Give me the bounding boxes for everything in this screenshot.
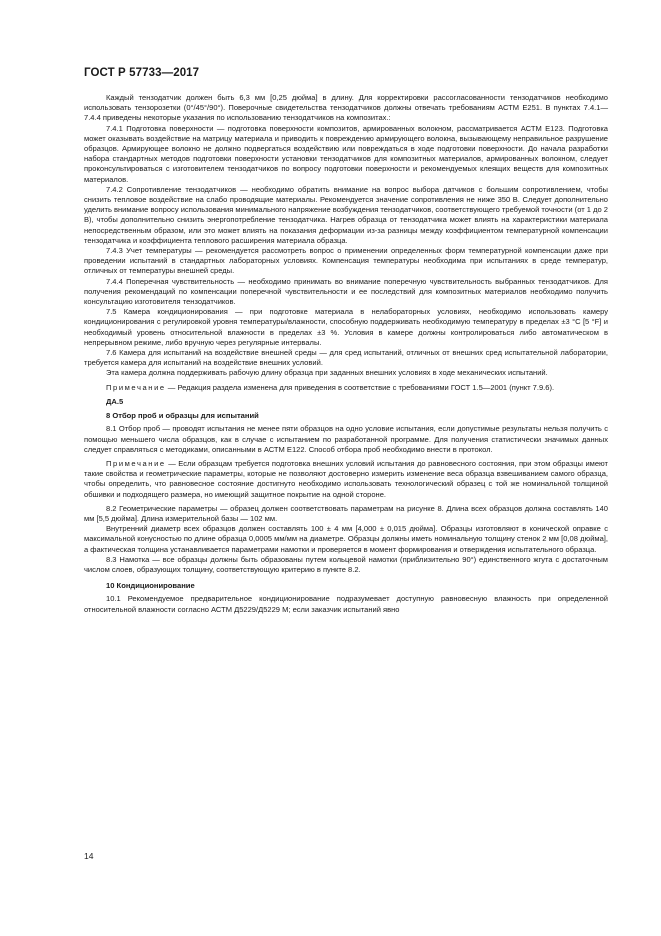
paragraph-chamber-note: Эта камера должна поддерживать рабочую длину образца при заданных внешних условиях в ходе механических испытаний. — [106, 368, 548, 378]
note-label: Примечание — [106, 458, 166, 468]
page-number: 14 — [84, 851, 94, 861]
paragraph-8-2-diameter: Внутренний диаметр всех образцов должен составлять 100 ± 4 мм [4,000 ± 0,015 дюйма]. Образцы изготовляют в конической оправке с максимальной конусностью по длине образца 0,0005 мм/мм на диаметре. Образцы должны иметь номинальную толщину стенок 2 мм [0,08 дюйма], а фактическая толщина устанавливается параметрами намотки и проверяется в момент формирования и отверждения испытательного образца. — [84, 524, 608, 554]
section-heading-8: 8 Отбор проб и образцы для испытаний — [106, 411, 259, 421]
paragraph-8-1: 8.1 Отбор проб — проводят испытания не менее пяти образцов на одно условие испытания, если допустимые результаты нельзя получить с помощью меньшего числа образцов, как в случае с испытанием по разработанной программе. Для получения статистически значимых данных следует справляться с методиками, описанными в АСТМ Е122. Способ отбора проб необходимо внести в протокол. — [84, 424, 608, 454]
paragraph-7-4-4: 7.4.4 Поперечная чувствительность — необходимо принимать во внимание поперечную чувствительность выбранных тензодатчиков. Для получения рекомендаций по компенсации поперечной чувствительности и ее последствий для композитных материалов необходимо получить консультацию изготовителя тензодатчиков. — [84, 276, 608, 307]
paragraph-7-4-3: 7.4.3 Учет температуры — рекомендуется рассмотреть вопрос о применении определенных форм температурной компенсации даже при проведении испытаний в стандартных лабораторных условиях. Компенсация температуры необходима при испытаниях в среде температур, отличных от температуры внешней среды. — [84, 246, 608, 276]
note-text: — Если образцам требуется подготовка внешних условий испытания до равновесного состояния, при этом образцы имеют такие свойства и геометрические параметры, которые не позволяют достоверно измерить изменение веса образца взвешиванием самого образца, чтобы определить, что равновесное состояние достигнуто необходимо использовать технологический образец с той же номинальной толщиной обшивки и подходящего размера, но имеющий защитное покрытие на одной стороне. — [84, 458, 608, 499]
note-label: Примечание — [106, 382, 166, 392]
section-heading-da5: ДА.5 — [106, 396, 124, 406]
paragraph-7-4-1: 7.4.1 Подготовка поверхности — подготовка поверхности композитов, армированных волокном, рассматривается АСТМ Е123. Подготовка может оказывать воздействие на матрицу материала и приводить к повреждению армирующего волокна, вызывающему неправильное разрушение образцов. Армирующее волокно не должно подвергаться воздействию или повреждаться в ходе подготовки поверхности. До начала разработки набора стандартных методов подготовки поверхности установки тензодатчиков для композитных материалов, армированных волокном, следует проконсультироваться с изготовителем тензодатчиков по вопросу подготовки поверхности и рекомендуемых клеящих веществ для композитных материалов. — [84, 123, 608, 184]
note-conditioning — [84, 459, 608, 500]
paragraph-7-4-2: 7.4.2 Сопротивление тензодатчиков — необходимо обратить внимание на вопрос выбора датчиков с большим сопротивлением, чтобы снизить тепловое воздействие на слабо проводящие материалы. Рекомендуется значение сопротивления не ниже 350 В. Следует дополнительно уделить внимание вопросу использования минимального напряжение возбуждения тензодатчиков, соответствующего требуемой точности (от 1 до 2 В), чтобы дополнительно снизить энергопотребление тензодатчика. Нагрев образца от тензодатчика может влиять на характеристики материала непосредственным образом, или это может влиять на показания деформации из-за разницы между коэффициентом температурной компенсации тензодатчика и коэффициента теплового расширения материала образца. — [84, 184, 608, 245]
note-editorial-1 — [84, 383, 608, 393]
paragraph-8-3: 8.3 Намотка — все образцы должны быть образованы путем кольцевой намотки (приблизительно 90°) единственного жгута с достаточным числом слоев, образующих толщину, соответствующую критерию в пункте 8.2. — [84, 554, 608, 574]
document-body — [84, 93, 608, 615]
section-heading-10: 10 Кондиционирование — [106, 581, 195, 591]
paragraph-7-5: 7.5 Камера кондиционирования — при подготовке материала в нелабораторных условиях, необходимо использовать камеру кондиционирования с регулировкой уровня температуры/влажности, способную поддерживать необходимую температуру в пределах ±3 °С [5 °F] и необходимый уровень относительной влажности в пределах ±3 %. Условия в камере должны контролироваться либо автоматическом в непрерывном режиме, либо вручную через регулярные интервалы. — [84, 307, 608, 347]
note-text: — Редакция раздела изменена для приведения в соответствие с требованиями ГОСТ 1.5—2001 (пункт 7.9.6). — [167, 382, 555, 392]
document-header: ГОСТ Р 57733—2017 — [84, 67, 200, 79]
paragraph-8-2: 8.2 Геометрические параметры — образец должен соответствовать параметрам на рисунке 8. Длина всех образцов должна составлять 140 мм [5,5 дюйма]. Длина измерительной базы — 102 мм. — [84, 503, 608, 523]
paragraph-strain-gauge-intro: Каждый тензодатчик должен быть 6,3 мм [0,25 дюйма] в длину. Для корректировки рассогласованности тензодатчиков необходимо использовать тензорозетки (0°/45°/90°). Поверочные свидетельства тензодатчиков должны отвечать требованиям АСТМ Е251. В пунктах 7.4.1—7.4.4 приведены некоторые указания по использованию тензодатчиков на композитах.: — [84, 93, 608, 123]
paragraph-10-1: 10.1 Рекомендуемое предварительное кондиционирование подразумевает доступную равновесную влажность при определенной относительной влажности согласно АСТМ Д5229/Д5229 М; если заказчик испытаний явно — [84, 594, 608, 614]
paragraph-7-6: 7.6 Камера для испытаний на воздействие внешней среды — для сред испытаний, отличных от внешних сред испытательной лаборатории, требуется камера для испытаний на воздействие внешних условий. — [84, 348, 608, 368]
